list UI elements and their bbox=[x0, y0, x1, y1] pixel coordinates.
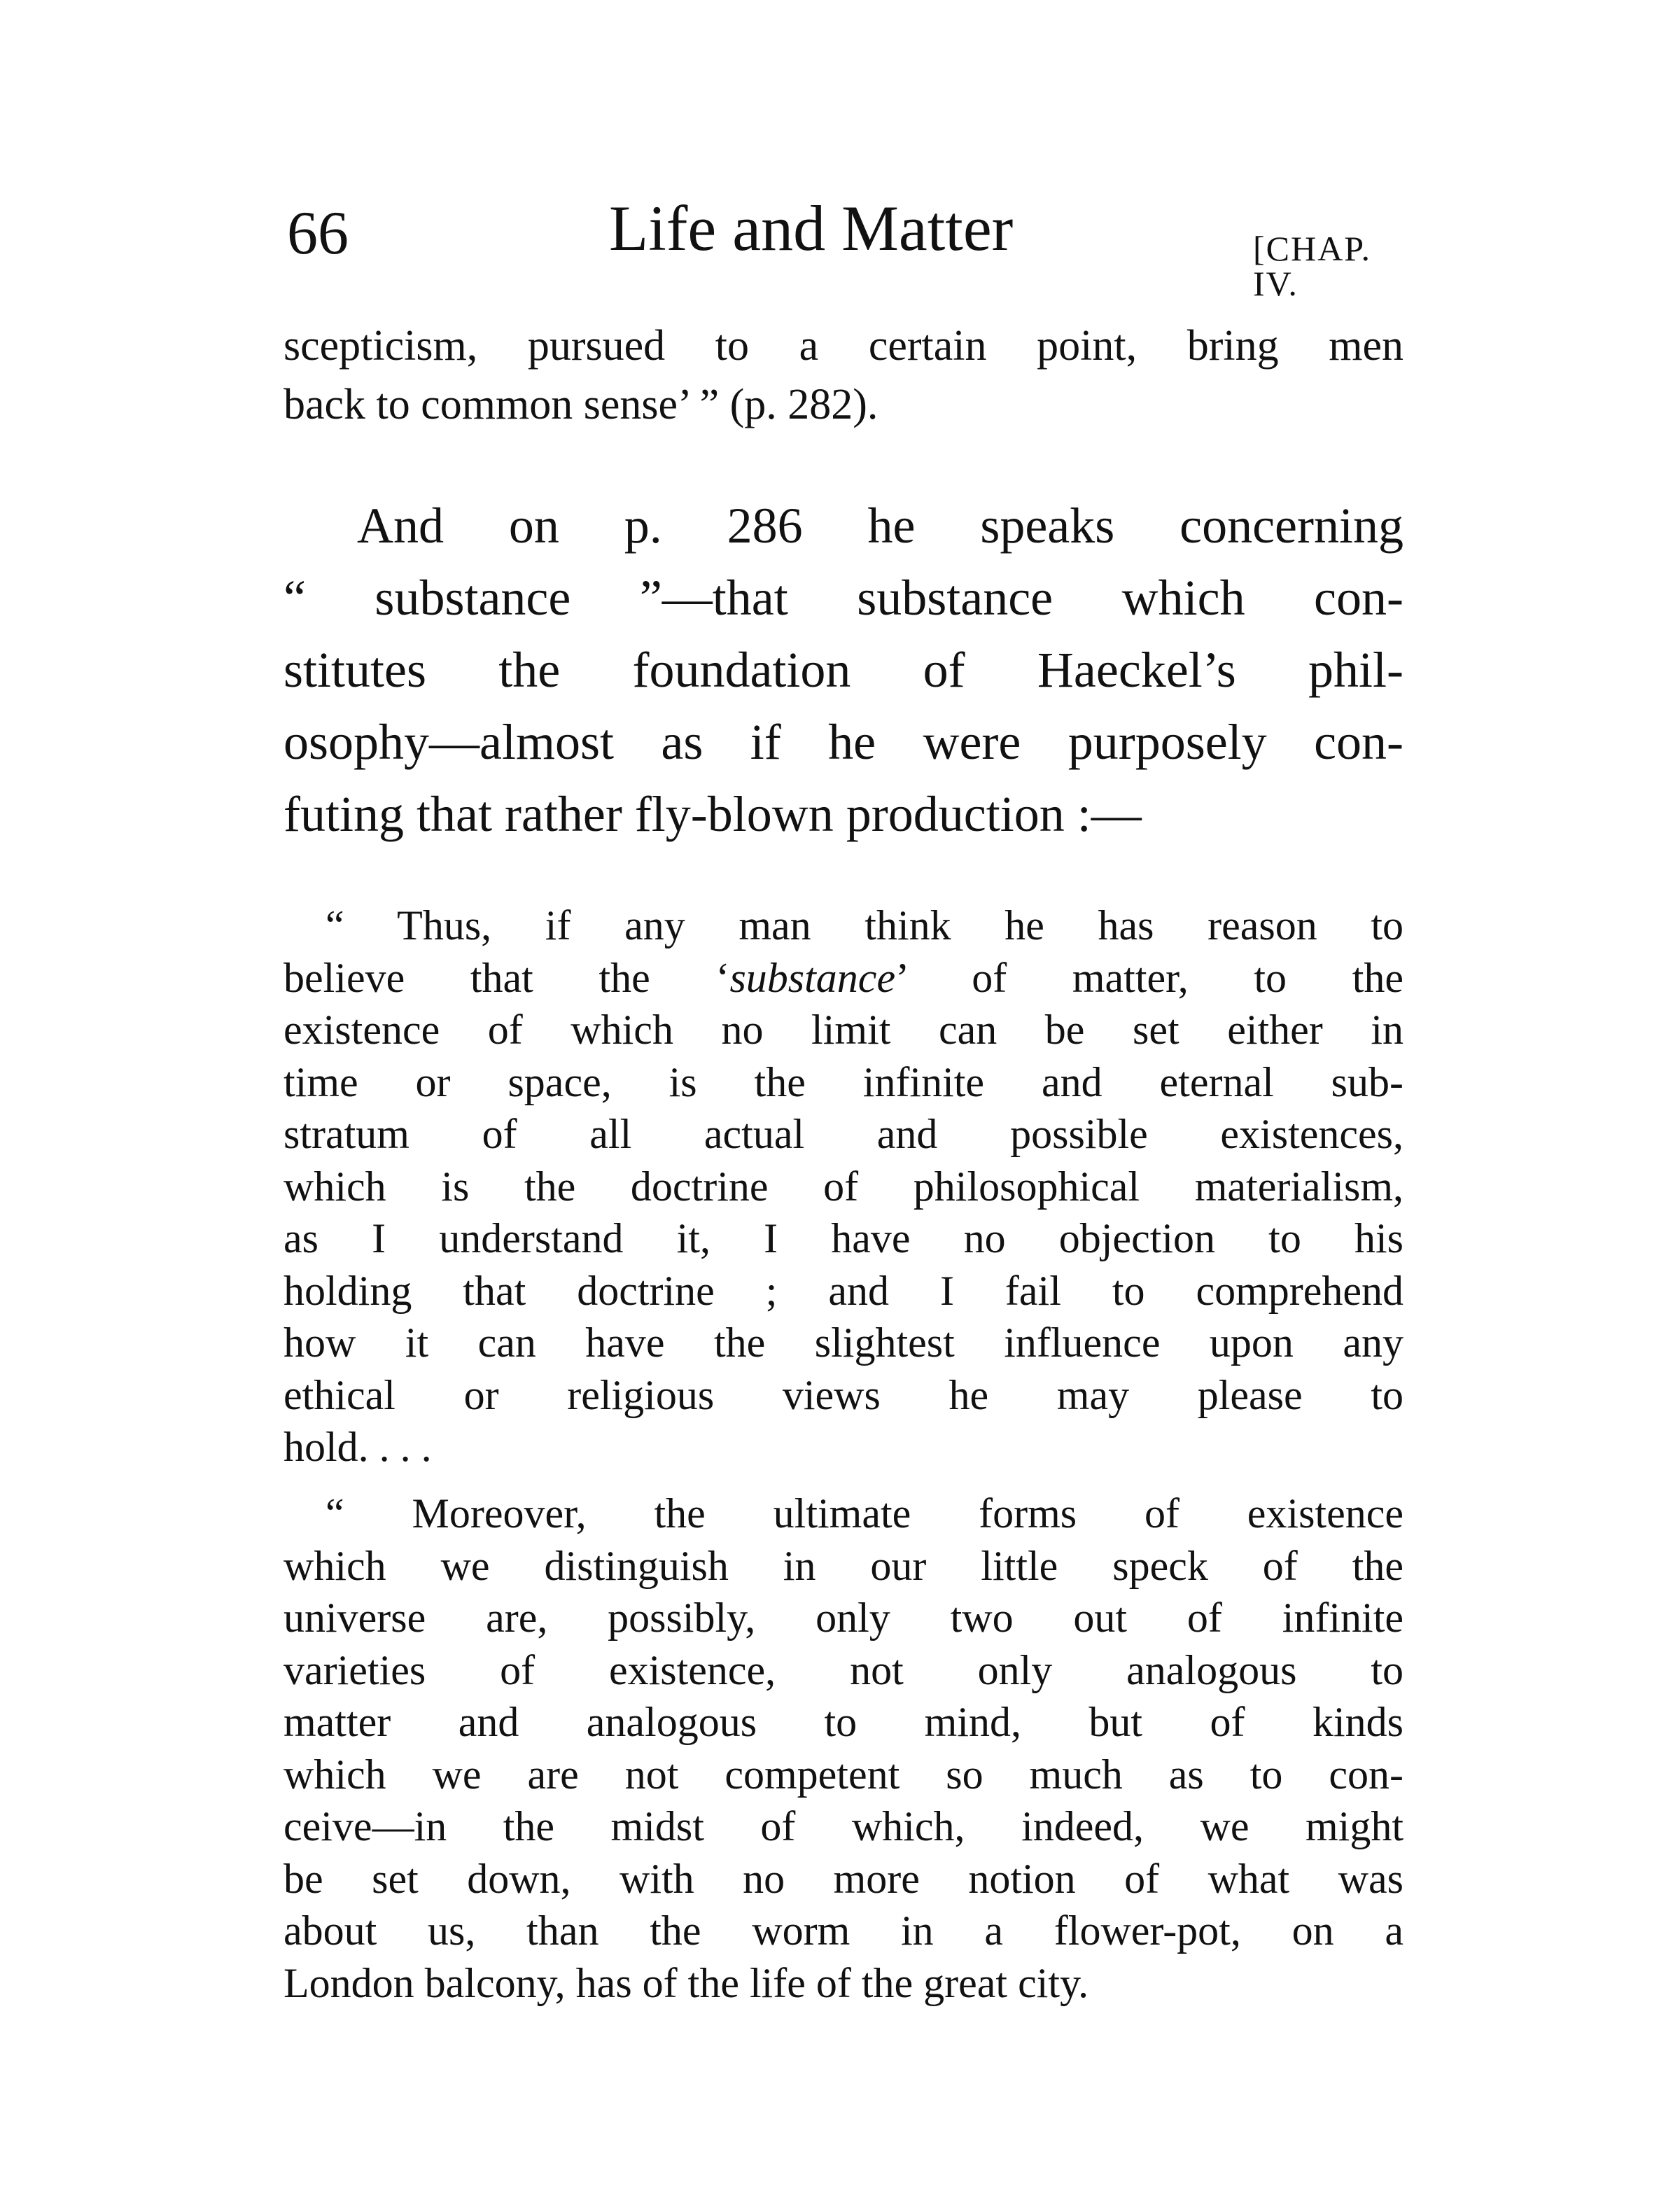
text-line: osophy—almost as if he were purposely con- bbox=[284, 714, 1404, 770]
text-segment: believe that the ‘ bbox=[284, 954, 730, 1001]
continuation-text bbox=[284, 316, 1404, 434]
text-line: “ Moreover, the ultimate forms of existence bbox=[326, 1490, 1404, 1536]
text-line: scepticism, pursued to a certain point, bring men bbox=[284, 322, 1404, 370]
text-line: as I understand it, I have no objection to his bbox=[284, 1215, 1404, 1261]
text-line: back to common sense’ ” (p. 282). bbox=[284, 381, 878, 428]
text-line: how it can have the slightest influence upon any bbox=[284, 1320, 1404, 1366]
text-line: stratum of all actual and possible existences, bbox=[284, 1111, 1404, 1157]
text-line: time or space, is the infinite and eternal sub- bbox=[284, 1058, 1404, 1105]
running-head bbox=[287, 189, 1421, 303]
text-line: holding that doctrine ; and I fail to comprehend bbox=[284, 1267, 1404, 1314]
chapter-reference: [CHAP. IV. bbox=[1253, 229, 1371, 303]
text-line: “ substance ”—that substance which con- bbox=[284, 570, 1404, 626]
text-line: universe are, possibly, only two out of infinite bbox=[284, 1595, 1404, 1641]
text-line: London balcony, has of the life of the great city. bbox=[284, 1959, 1089, 2006]
text-line: ethical or religious views he may please to bbox=[284, 1371, 1404, 1418]
running-title: Life and Matter bbox=[609, 192, 1014, 264]
text-line: which we distinguish in our little speck of the bbox=[284, 1542, 1404, 1589]
page-number: 66 bbox=[287, 200, 349, 267]
body-paragraph bbox=[284, 490, 1404, 850]
block-quote-first bbox=[284, 899, 1404, 1474]
text-line: matter and analogous to mind, but of kinds bbox=[284, 1699, 1404, 1745]
text-line: about us, than the worm in a flower-pot, on a bbox=[284, 1907, 1404, 1954]
text-line: which we are not competent so much as to con- bbox=[284, 1751, 1404, 1798]
italic-term: substance bbox=[729, 954, 896, 1001]
text-line: “ Thus, if any man think he has reason to bbox=[326, 902, 1404, 948]
text-line: existence of which no limit can be set either in bbox=[284, 1007, 1404, 1053]
block-quote-second bbox=[284, 1488, 1404, 2009]
text-segment: ’ of matter, to the bbox=[895, 954, 1404, 1001]
text-line: which is the doctrine of philosophical materialism, bbox=[284, 1163, 1404, 1210]
text-line: hold. . . . bbox=[284, 1424, 432, 1470]
text-line: varieties of existence, not only analogous to bbox=[284, 1646, 1404, 1693]
text-line: ceive—in the midst of which, indeed, we might bbox=[284, 1803, 1404, 1849]
text-line: stitutes the foundation of Haeckel’s phil- bbox=[284, 642, 1404, 698]
text-line: futing that rather fly-blown production :— bbox=[284, 786, 1142, 842]
text-line bbox=[284, 952, 1404, 1004]
text-line: And on p. 286 he speaks concerning bbox=[357, 498, 1404, 554]
text-line: be set down, with no more notion of what was bbox=[284, 1855, 1404, 1902]
